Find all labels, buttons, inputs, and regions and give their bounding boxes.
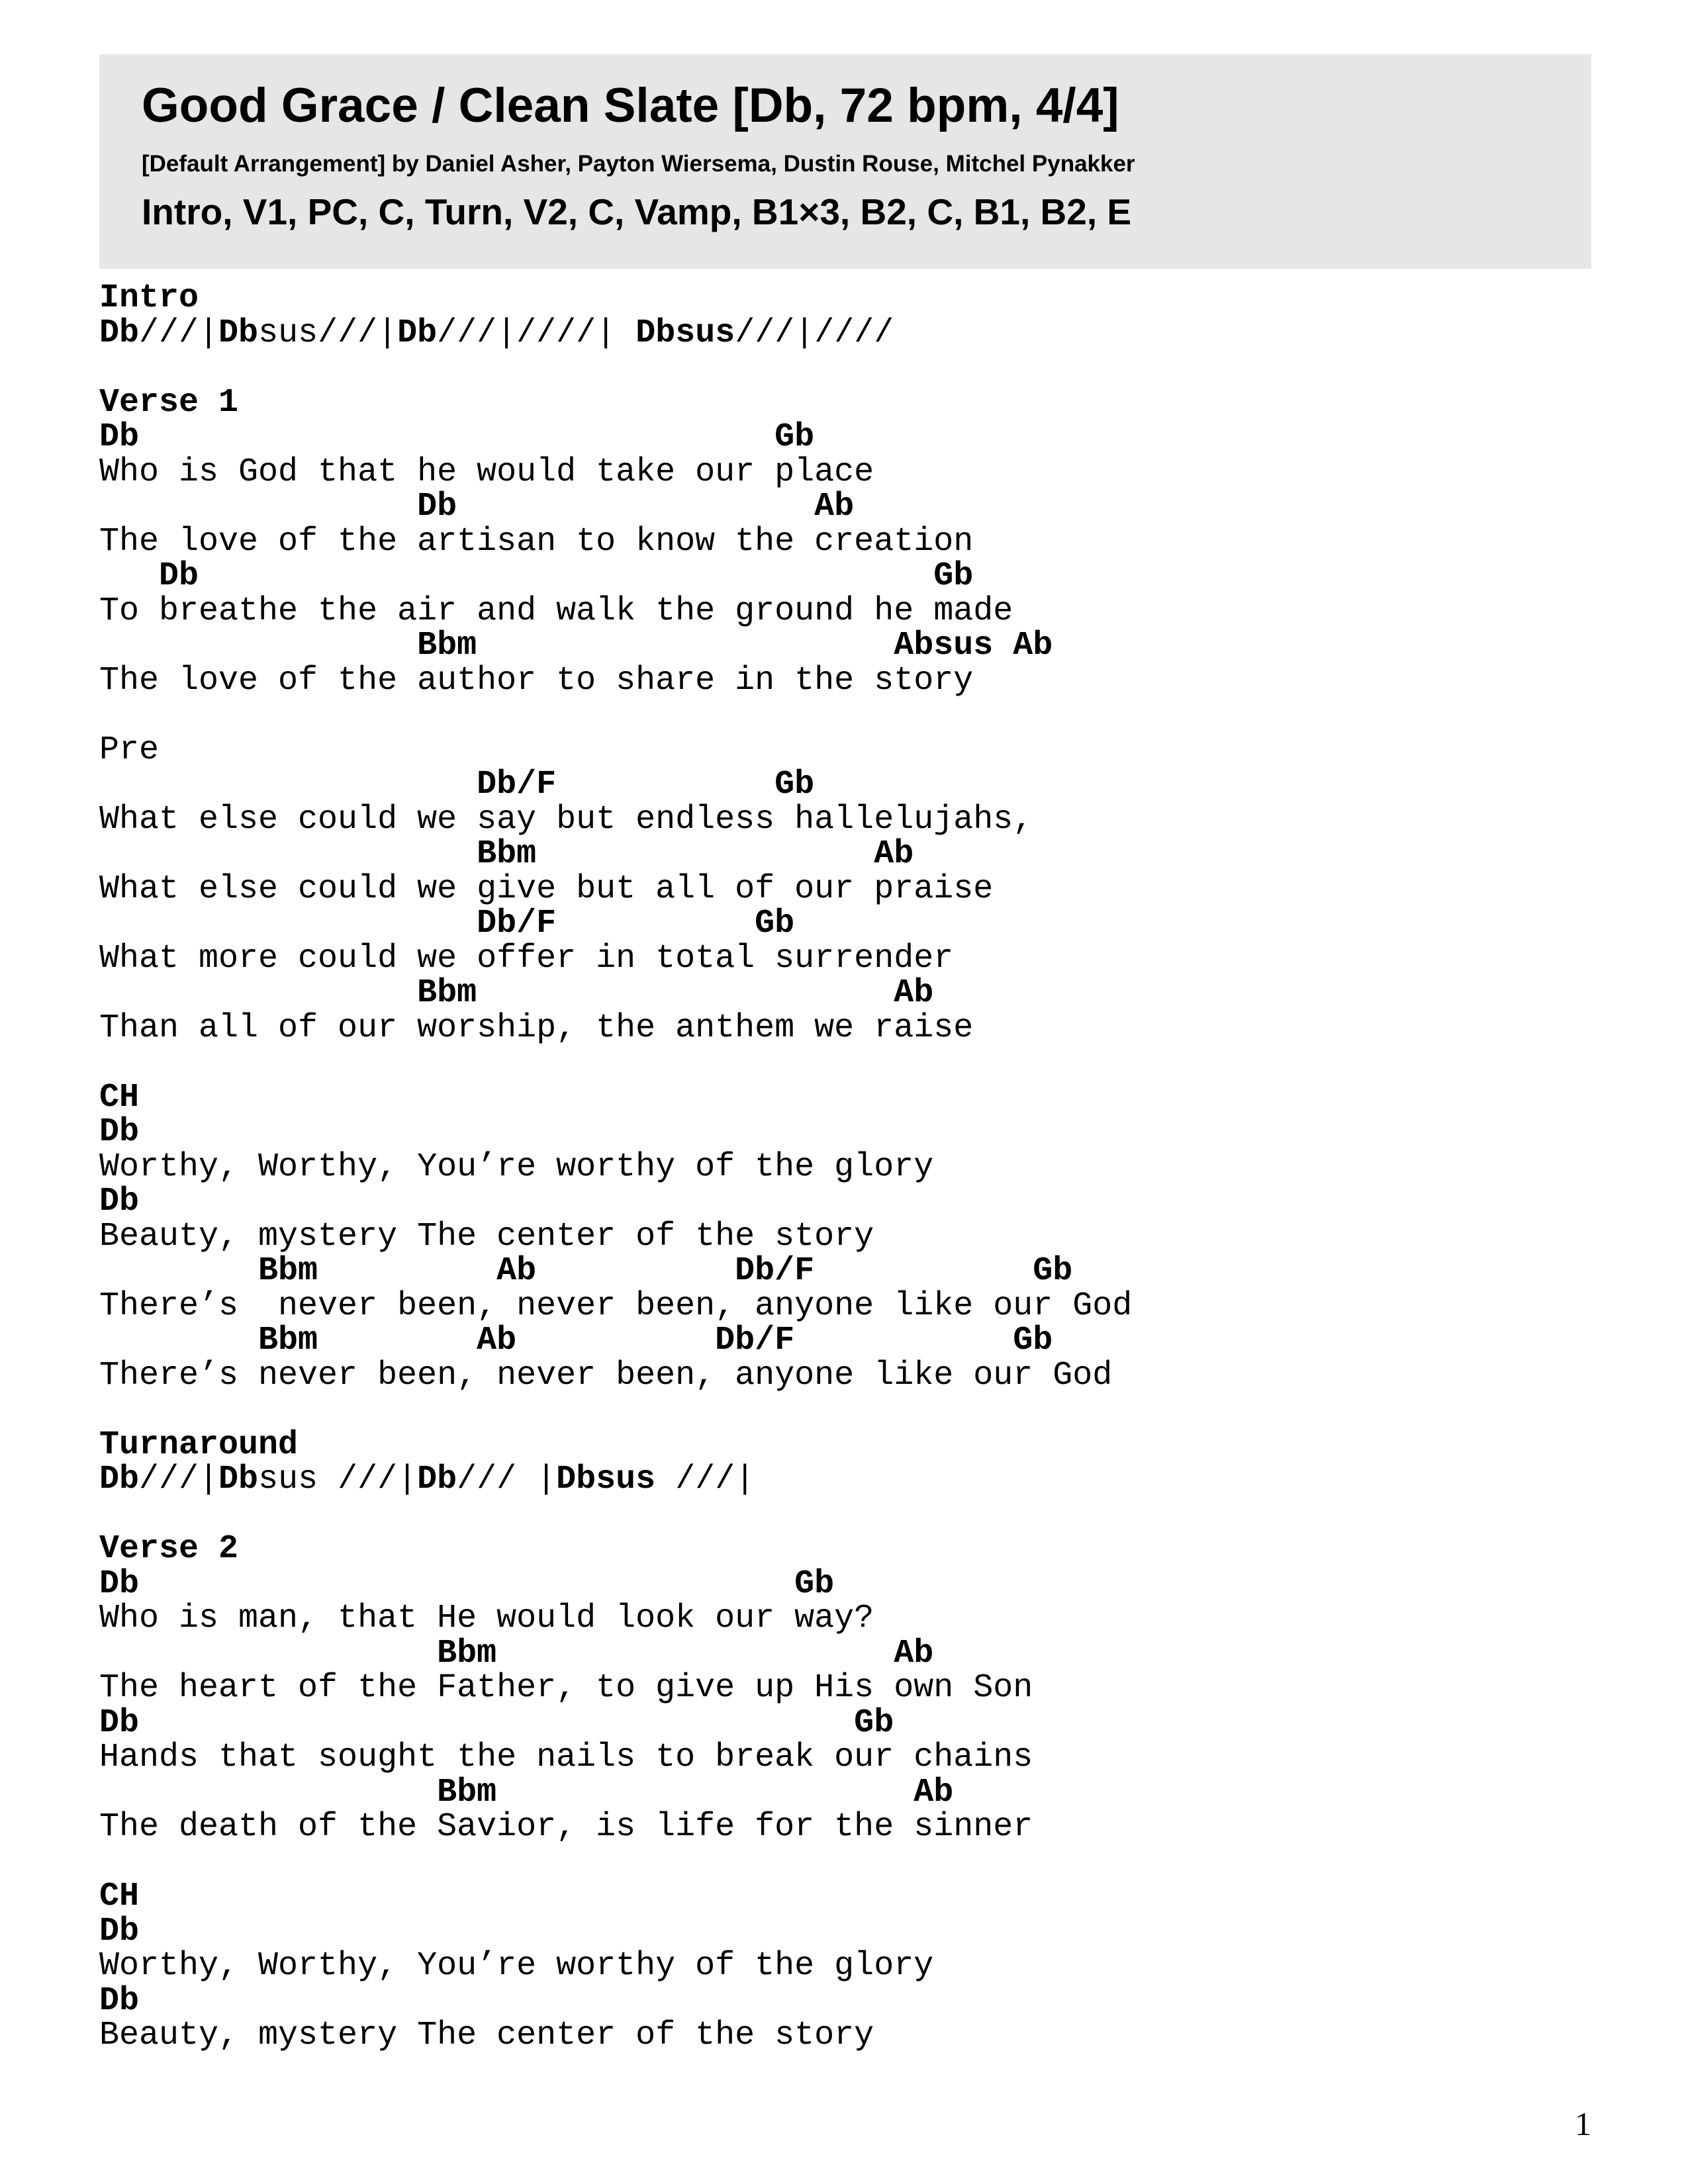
chord-progression-line <box>99 1463 1132 1498</box>
lyric-line: The love of the artisan to know the creation <box>99 522 974 561</box>
chord-line: Bbm Ab <box>99 1634 934 1672</box>
chord-sheet <box>99 281 1132 2054</box>
chord-line: Db Gb <box>99 1704 894 1742</box>
song-title: Good Grace / Clean Slate [Db, 72 bpm, 4/4] <box>142 79 1119 132</box>
chord-line: Db <box>99 1981 140 2020</box>
chord-line: Db <box>99 1183 140 1220</box>
chord-line: Bbm Ab <box>99 1773 954 1811</box>
lyric-line: Worthy, Worthy, You’re worthy of the glory <box>99 1947 934 1985</box>
chord-symbol: Db <box>417 1461 457 1498</box>
lyric-line: There’s never been, never been, anyone like our God <box>99 1287 1133 1325</box>
lyric-line: Who is man, that He would look our way? <box>99 1600 874 1637</box>
blank-line <box>99 1498 1132 1533</box>
section-heading: CH <box>99 1078 140 1116</box>
chord-line: Bbm Ab <box>99 974 934 1012</box>
section-heading: Verse 2 <box>99 1530 239 1568</box>
beat-marks: sus///| <box>258 314 398 352</box>
lyric-line: The death of the Savior, is life for the sinner <box>99 1808 1033 1846</box>
section-heading: Turnaround <box>99 1426 299 1464</box>
arrangement-credits: [Default Arrangement] by Daniel Asher, Payton Wiersema, Dustin Rouse, Mitchel Pynakker <box>142 151 1135 177</box>
lyric-line: Pre <box>99 731 160 769</box>
beat-marks: sus ///| <box>258 1461 418 1498</box>
blank-line <box>99 351 1132 386</box>
lyric-line: What else could we say but endless hallelujahs, <box>99 800 1033 839</box>
lyric-line: The love of the author to share in the story <box>99 661 974 700</box>
page-number: 1 <box>1575 2105 1591 2142</box>
blank-line <box>99 1393 1132 1428</box>
lyric-line: Worthy, Worthy, You’re worthy of the glory <box>99 1148 934 1186</box>
header-box <box>99 54 1591 269</box>
lyric-line: What else could we give but all of our praise <box>99 870 994 908</box>
chord-symbol: Db <box>218 314 259 352</box>
beat-marks: ///| <box>655 1461 755 1498</box>
chord-line: Db Gb <box>99 418 815 456</box>
lyric-line: Beauty, mystery The center of the story <box>99 2017 874 2054</box>
chord-symbol: Db <box>397 314 438 352</box>
blank-line <box>99 1845 1132 1880</box>
chord-line: Db <box>99 1113 140 1151</box>
beat-marks: /// | <box>457 1461 557 1498</box>
chord-line: Db/F Gb <box>99 905 795 942</box>
chord-symbol: Db <box>99 314 140 352</box>
beat-marks: ///|//// <box>735 314 894 352</box>
section-heading: Verse 1 <box>99 383 239 422</box>
chord-line: Db <box>99 1912 140 1950</box>
chord-symbol: Dbsus <box>635 314 735 352</box>
lyric-line: Than all of our worship, the anthem we raise <box>99 1009 974 1047</box>
chord-line: Db/F Gb <box>99 766 815 803</box>
chord-line: Bbm Ab Db/F Gb <box>99 1322 1053 1359</box>
chord-line: Db Gb <box>99 557 974 595</box>
blank-line <box>99 1046 1132 1081</box>
lyric-line: What more could we offer in total surrender <box>99 939 954 978</box>
lyric-line: Hands that sought the nails to break our chains <box>99 1739 1033 1776</box>
chord-progression-line <box>99 316 1132 351</box>
chord-line: Db Gb <box>99 1565 835 1603</box>
lyric-line: Beauty, mystery The center of the story <box>99 1217 874 1255</box>
lyric-line: There’s never been, never been, anyone like our God <box>99 1356 1113 1394</box>
chord-line: Bbm Ab <box>99 835 914 873</box>
chord-line: Bbm Absus Ab <box>99 627 1053 664</box>
beat-marks: ///| <box>139 314 219 352</box>
lyric-line: Who is God that he would take our place <box>99 453 874 491</box>
chord-symbol: Db <box>99 1461 140 1498</box>
section-heading: Intro <box>99 279 199 317</box>
chord-line: Bbm Ab Db/F Gb <box>99 1252 1073 1290</box>
lyric-line: The heart of the Father, to give up His own Son <box>99 1669 1033 1707</box>
section-heading: CH <box>99 1878 140 1915</box>
beat-marks: ///| <box>139 1461 219 1498</box>
blank-line <box>99 698 1132 733</box>
chord-symbol: Db <box>218 1461 259 1498</box>
chord-symbol: Dbsus <box>556 1461 656 1498</box>
song-order: Intro, V1, PC, C, Turn, V2, C, Vamp, B1×3, B2, C, B1, B2, E <box>142 191 1132 232</box>
chord-line: Db Ab <box>99 488 855 525</box>
lyric-line: To breathe the air and walk the ground he made <box>99 592 1013 630</box>
beat-marks: ///|////| <box>437 314 636 352</box>
